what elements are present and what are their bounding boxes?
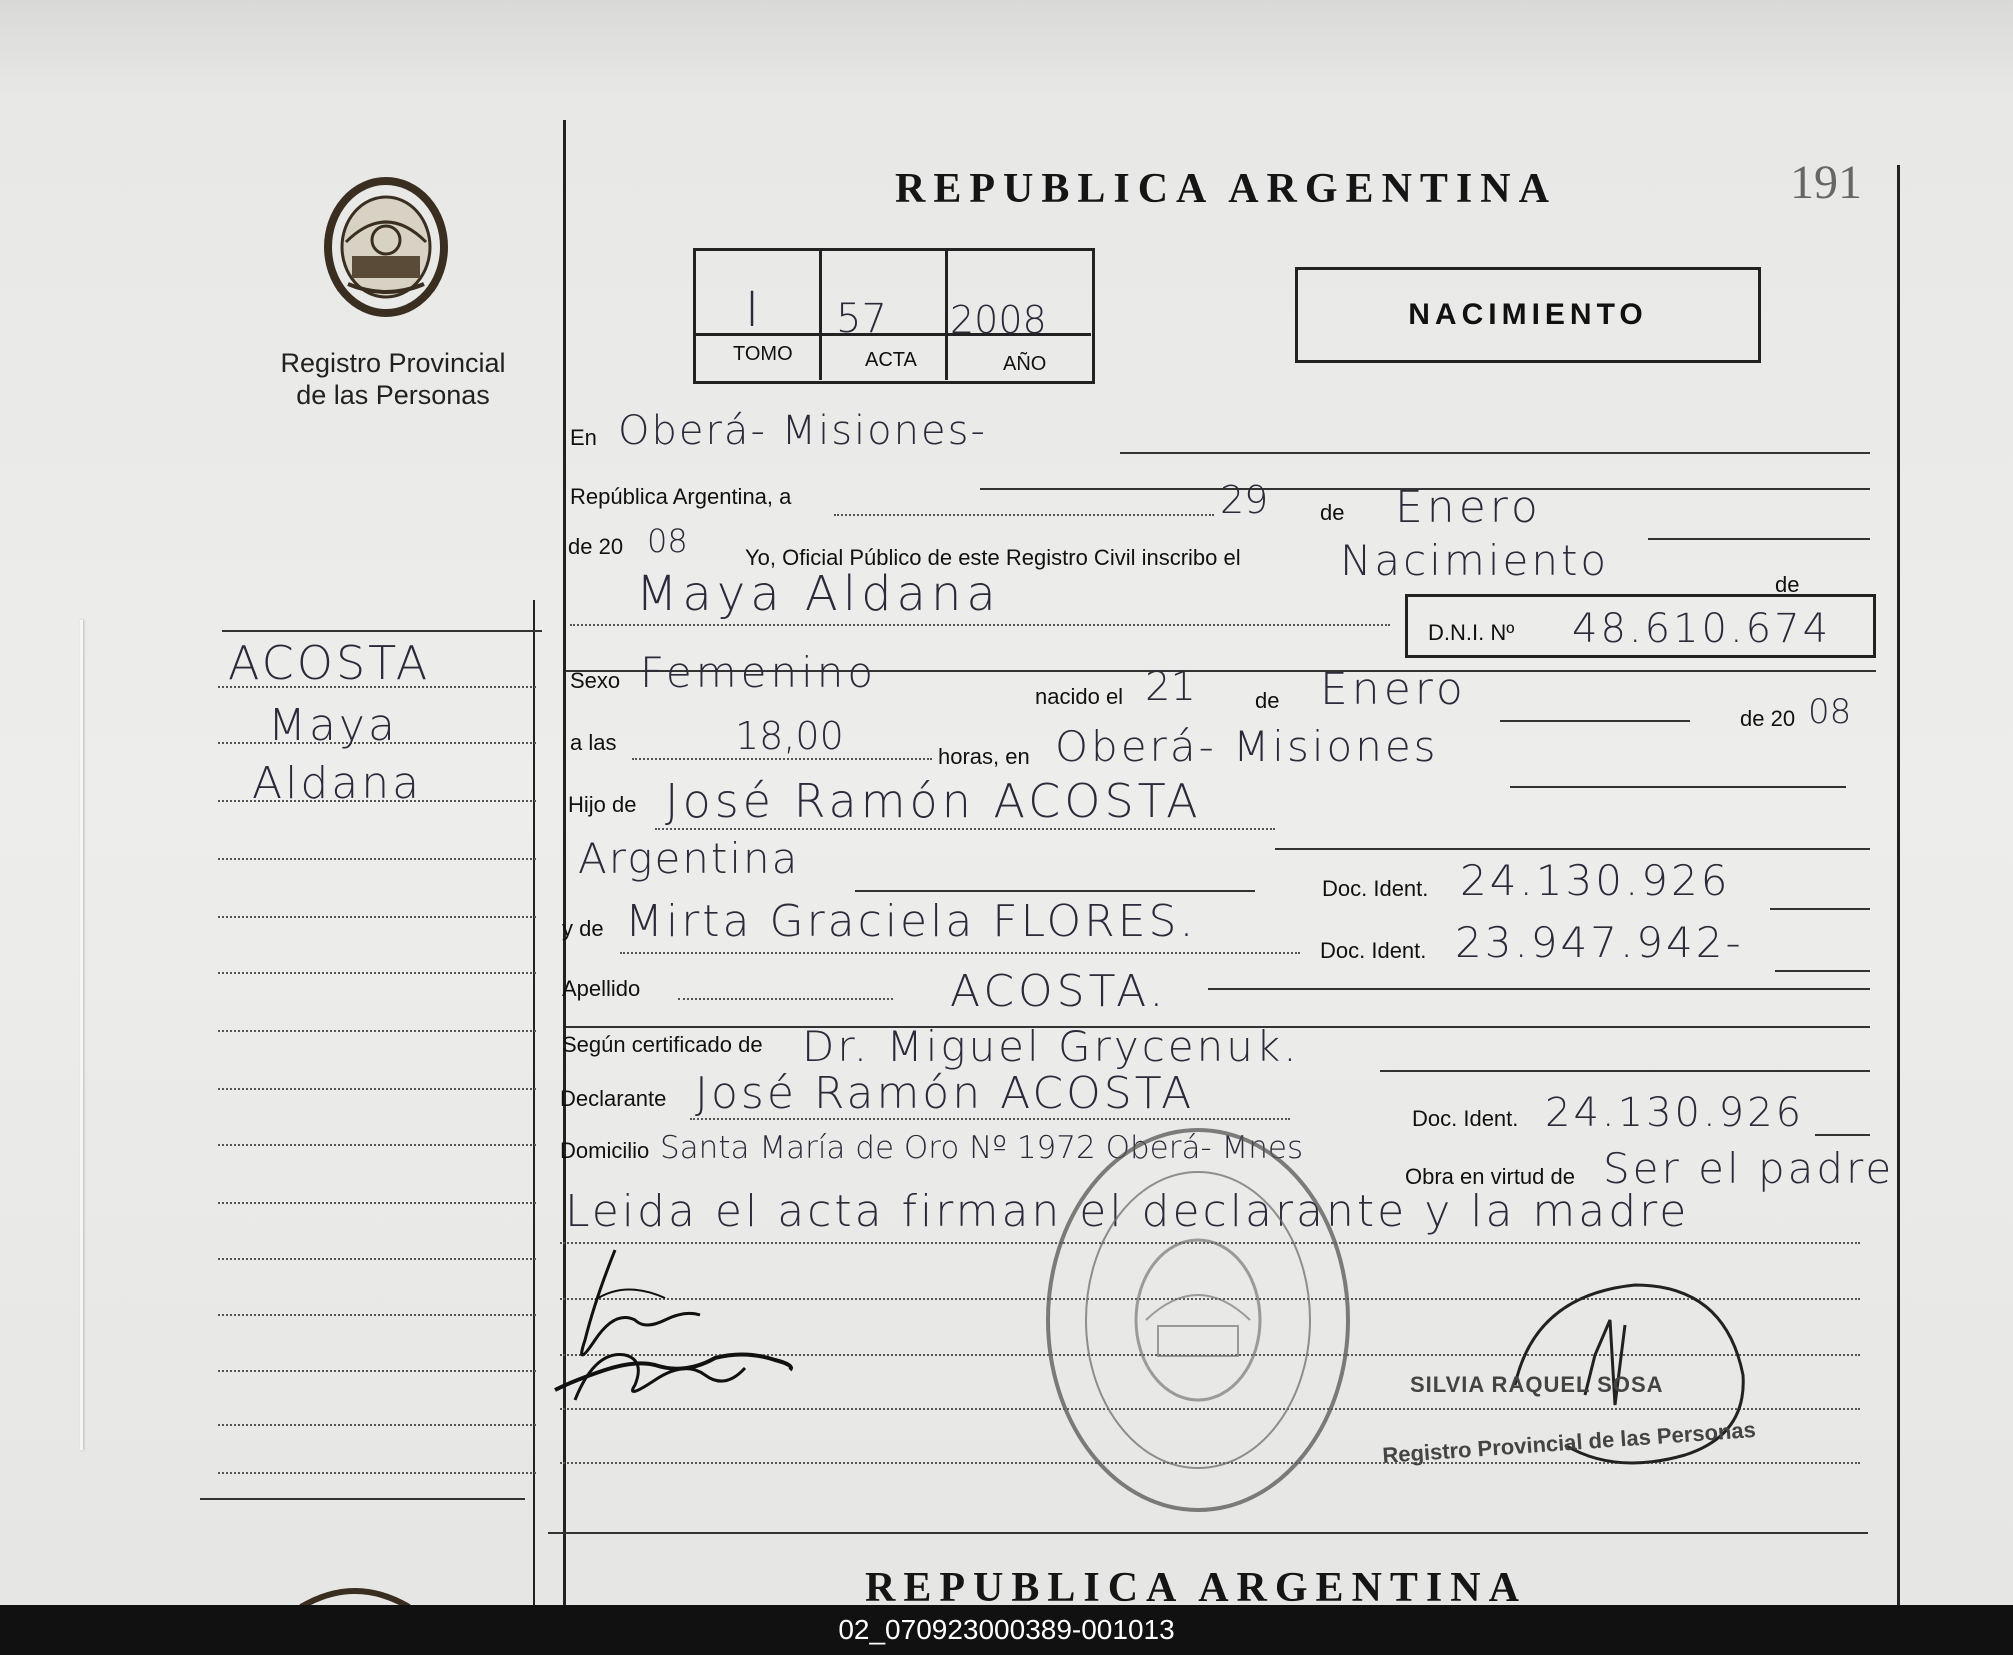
page-fold bbox=[80, 620, 83, 1450]
name-line bbox=[570, 624, 1390, 626]
margin-line bbox=[218, 1144, 536, 1146]
declarante-doc-line bbox=[1815, 1134, 1870, 1136]
father-line-2 bbox=[1275, 848, 1870, 850]
inscribo-value: Nacimiento bbox=[1340, 536, 1610, 585]
margin-line bbox=[218, 1088, 536, 1090]
margin-line bbox=[218, 1030, 536, 1032]
record-box-divider bbox=[945, 250, 948, 380]
anio-label: AÑO bbox=[1003, 353, 1047, 375]
anio-value: 2008 bbox=[950, 298, 1047, 342]
apellido-value: ACOSTA. bbox=[950, 966, 1168, 1017]
month-value: Enero bbox=[1395, 482, 1542, 533]
misiones-coat-of-arms-logo-small bbox=[295, 1585, 415, 1605]
de-label-2: de bbox=[1775, 572, 1800, 597]
mother-name: Mirta Graciela FLORES. bbox=[625, 896, 1197, 947]
apellido-line-a bbox=[678, 998, 893, 1000]
de-label: de bbox=[1320, 500, 1345, 525]
agency-name-line1: Registro Provincial bbox=[280, 348, 506, 378]
day-value: 29 bbox=[1220, 478, 1269, 522]
nacido-de-label: de bbox=[1255, 688, 1280, 713]
place-line bbox=[1510, 786, 1846, 788]
segun-value: Dr. Miguel Grycenuk. bbox=[802, 1022, 1300, 1071]
obra-value: Ser el padre bbox=[1603, 1144, 1895, 1193]
margin-name1: Maya bbox=[268, 700, 398, 751]
nacido-label: nacido el bbox=[1035, 684, 1124, 709]
yde-label: y de bbox=[562, 916, 604, 941]
segun-label: Según certificado de bbox=[562, 1032, 763, 1057]
margin-line bbox=[218, 1202, 536, 1204]
mother-doc-line bbox=[1775, 970, 1870, 972]
en-line bbox=[1120, 452, 1870, 454]
dni-label: D.N.I. Nº bbox=[1428, 620, 1515, 645]
margin-line bbox=[218, 1258, 536, 1260]
hijo-label: Hijo de bbox=[568, 792, 637, 817]
obra-label: Obra en virtud de bbox=[1405, 1164, 1575, 1189]
declarant-signature bbox=[535, 1240, 815, 1420]
margin-bottom-rule bbox=[200, 1498, 525, 1500]
acta-value: 57 bbox=[836, 296, 887, 342]
margin-top-rule bbox=[222, 630, 542, 632]
declarante-label: Declarante bbox=[560, 1086, 667, 1111]
margin-name2: Aldana bbox=[252, 758, 423, 809]
agency-name-line2: de las Personas bbox=[296, 380, 490, 410]
alas-label: a las bbox=[570, 730, 617, 755]
margin-line bbox=[218, 1424, 536, 1426]
margin-vertical-rule bbox=[533, 600, 535, 1605]
segun-line bbox=[1380, 1070, 1870, 1072]
declarante-doc-label: Doc. Ident. bbox=[1412, 1106, 1519, 1131]
father-nationality: Argentina bbox=[578, 834, 800, 883]
margin-surname: ACOSTA bbox=[228, 636, 431, 690]
dni-value: 48.610.674 bbox=[1572, 606, 1832, 652]
mother-line bbox=[620, 952, 1300, 954]
nacido-year: 08 bbox=[1808, 692, 1852, 732]
date-line bbox=[834, 514, 1214, 516]
place-value: Oberá- Misiones bbox=[1055, 722, 1439, 771]
country-title-repeat: REPUBLICA ARGENTINA bbox=[865, 1565, 1527, 1605]
declarante-value: José Ramón ACOSTA bbox=[695, 1068, 1195, 1119]
republica-label: República Argentina, a bbox=[570, 484, 792, 509]
sexo-value: Femenino bbox=[640, 648, 878, 697]
tomo-label: TOMO bbox=[733, 343, 793, 365]
father-doc-label: Doc. Ident. bbox=[1322, 876, 1429, 901]
apellido-line-b bbox=[1208, 988, 1870, 990]
hora-value: 18,00 bbox=[735, 714, 844, 758]
official-name: SILVIA RAQUEL SOSA bbox=[1410, 1372, 1664, 1397]
declarante-doc: 24.130.926 bbox=[1545, 1090, 1805, 1136]
margin-line bbox=[218, 1314, 536, 1316]
acta-label: ACTA bbox=[865, 349, 917, 371]
en-label: En bbox=[570, 425, 597, 450]
domicilio-value: Santa María de Oro Nº 1972 Oberá- Mnes bbox=[660, 1130, 1304, 1166]
margin-line bbox=[218, 1472, 536, 1474]
father-line bbox=[655, 828, 1275, 830]
nacido-month: Enero bbox=[1320, 664, 1467, 715]
nacido-month-line bbox=[1500, 720, 1690, 722]
apellido-label: Apellido bbox=[562, 976, 641, 1001]
misiones-coat-of-arms-logo bbox=[318, 172, 454, 322]
margin-line bbox=[218, 858, 536, 860]
nacido-de20-label: de 20 bbox=[1740, 706, 1796, 731]
year-value: 08 bbox=[647, 522, 688, 560]
image-caption: 02_070923000389-001013 bbox=[0, 1605, 2013, 1655]
official-agency: Registro Provincial de las Personas bbox=[1381, 1416, 1757, 1469]
country-title: REPUBLICA ARGENTINA bbox=[895, 166, 1557, 212]
father-doc-line bbox=[1770, 908, 1870, 910]
horas-en-label: horas, en bbox=[938, 744, 1030, 769]
month-line bbox=[1648, 538, 1870, 540]
mother-doc: 23.947.942- bbox=[1455, 918, 1744, 967]
form-bottom-rule bbox=[548, 1532, 1868, 1534]
tomo-value: I bbox=[745, 282, 760, 338]
father-doc: 24.130.926 bbox=[1460, 856, 1731, 905]
mother-doc-label: Doc. Ident. bbox=[1320, 938, 1427, 963]
de20-label: de 20 bbox=[568, 534, 624, 559]
en-value: Oberá- Misiones- bbox=[618, 408, 987, 454]
sexo-label: Sexo bbox=[570, 668, 621, 693]
person-name: Maya Aldana bbox=[636, 566, 1001, 622]
record-box-divider bbox=[819, 250, 822, 380]
yo-text: Yo, Oficial Público de este Registro Civil inscribo el bbox=[745, 545, 1241, 570]
father-name: José Ramón ACOSTA bbox=[665, 774, 1202, 828]
hora-line bbox=[632, 758, 932, 760]
act-type-label: NACIMIENTO bbox=[1408, 298, 1648, 331]
official-seal-stamp bbox=[1038, 1120, 1360, 1522]
note-value: Leida el acta firman el declarante y la madre bbox=[565, 1186, 1690, 1237]
domicilio-label: Domicilio bbox=[560, 1138, 650, 1163]
nationality-line bbox=[855, 890, 1255, 892]
folio-number: 191 bbox=[1790, 156, 1862, 209]
margin-line bbox=[218, 916, 536, 918]
margin-line bbox=[218, 1370, 536, 1372]
nacido-day: 21 bbox=[1145, 664, 1196, 710]
margin-line bbox=[218, 972, 536, 974]
right-vertical-rule bbox=[1897, 165, 1900, 1605]
